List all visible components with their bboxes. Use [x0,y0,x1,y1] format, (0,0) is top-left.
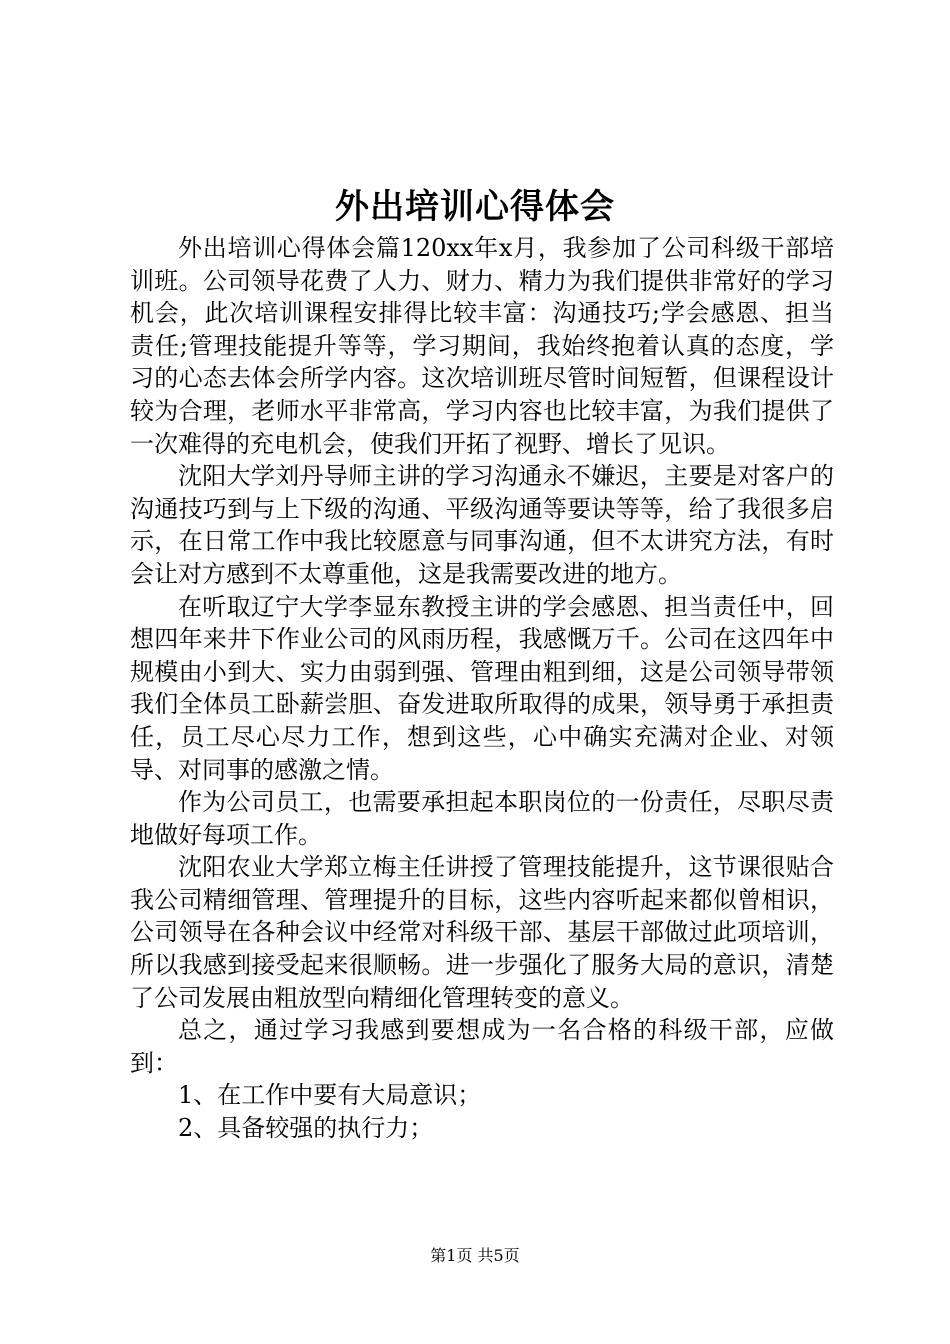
paragraph-management: 沈阳农业大学郑立梅主任讲授了管理技能提升，这节课很贴合我公司精细管理、管理提升的目标，这些内容听起来都似曾相识，公司领导在各种会议中经常对科级干部、基层干部做过此项培训，所以我感到接受起来很顺畅。进一步强化了服务大局的意识，清楚了公司发展由粗放型向精细化管理转变的意义。 [130,853,834,1012]
page-footer: 第1页 共5页 [430,1246,520,1265]
paragraph-gratitude: 在听取辽宁大学李显东教授主讲的学会感恩、担当责任中，回想四年来井下作业公司的风雨历程，我感慨万千。公司在这四年中规模由小到大、实力由弱到强、管理由粗到细，这是公司领导带领我们全体员工卧薪尝胆、奋发进取所取得的成果，领导勇于承担责任，员工尽心尽力工作，想到这些，心中确实充满对企业、对领导、对同事的感激之情。 [130,592,834,784]
paragraph-communication: 沈阳大学刘丹导师主讲的学习沟通永不嫌迟，主要是对客户的沟通技巧到与上下级的沟通、平级沟通等要诀等等，给了我很多启示，在日常工作中我比较愿意与同事沟通，但不太讲究方法，有时会让对方感到不太尊重他，这是我需要改进的地方。 [130,462,834,588]
document-title: 外出培训心得体会 [335,187,615,227]
paragraph-intro: 外出培训心得体会篇120xx年x月，我参加了公司科级干部培训班。公司领导花费了人力、财力、精力为我们提供非常好的学习机会，此次培训课程安排得比较丰富：沟通技巧;学会感恩、担当责任;管理技能提升等等，学习期间，我始终抱着认真的态度，学习的心态去体会所学内容。这次培训班尽管时间短暂，但课程设计较为合理，老师水平非常高，学习内容也比较丰富，为我们提供了一次难得的充电机会，使我们开拓了视野、增长了见识。 [130,234,834,458]
list-item: 1、在工作中要有大局意识； [178,1081,482,1110]
document-body [130,232,834,1145]
list-item: 2、具备较强的执行力； [178,1114,434,1143]
paragraph-responsibility: 作为公司员工，也需要承担起本职岗位的一份责任，尽职尽责地做好每项工作。 [130,788,834,849]
paragraph-summary: 总之，通过学习我感到要想成为一名合格的科级干部，应做到： [130,1016,834,1077]
